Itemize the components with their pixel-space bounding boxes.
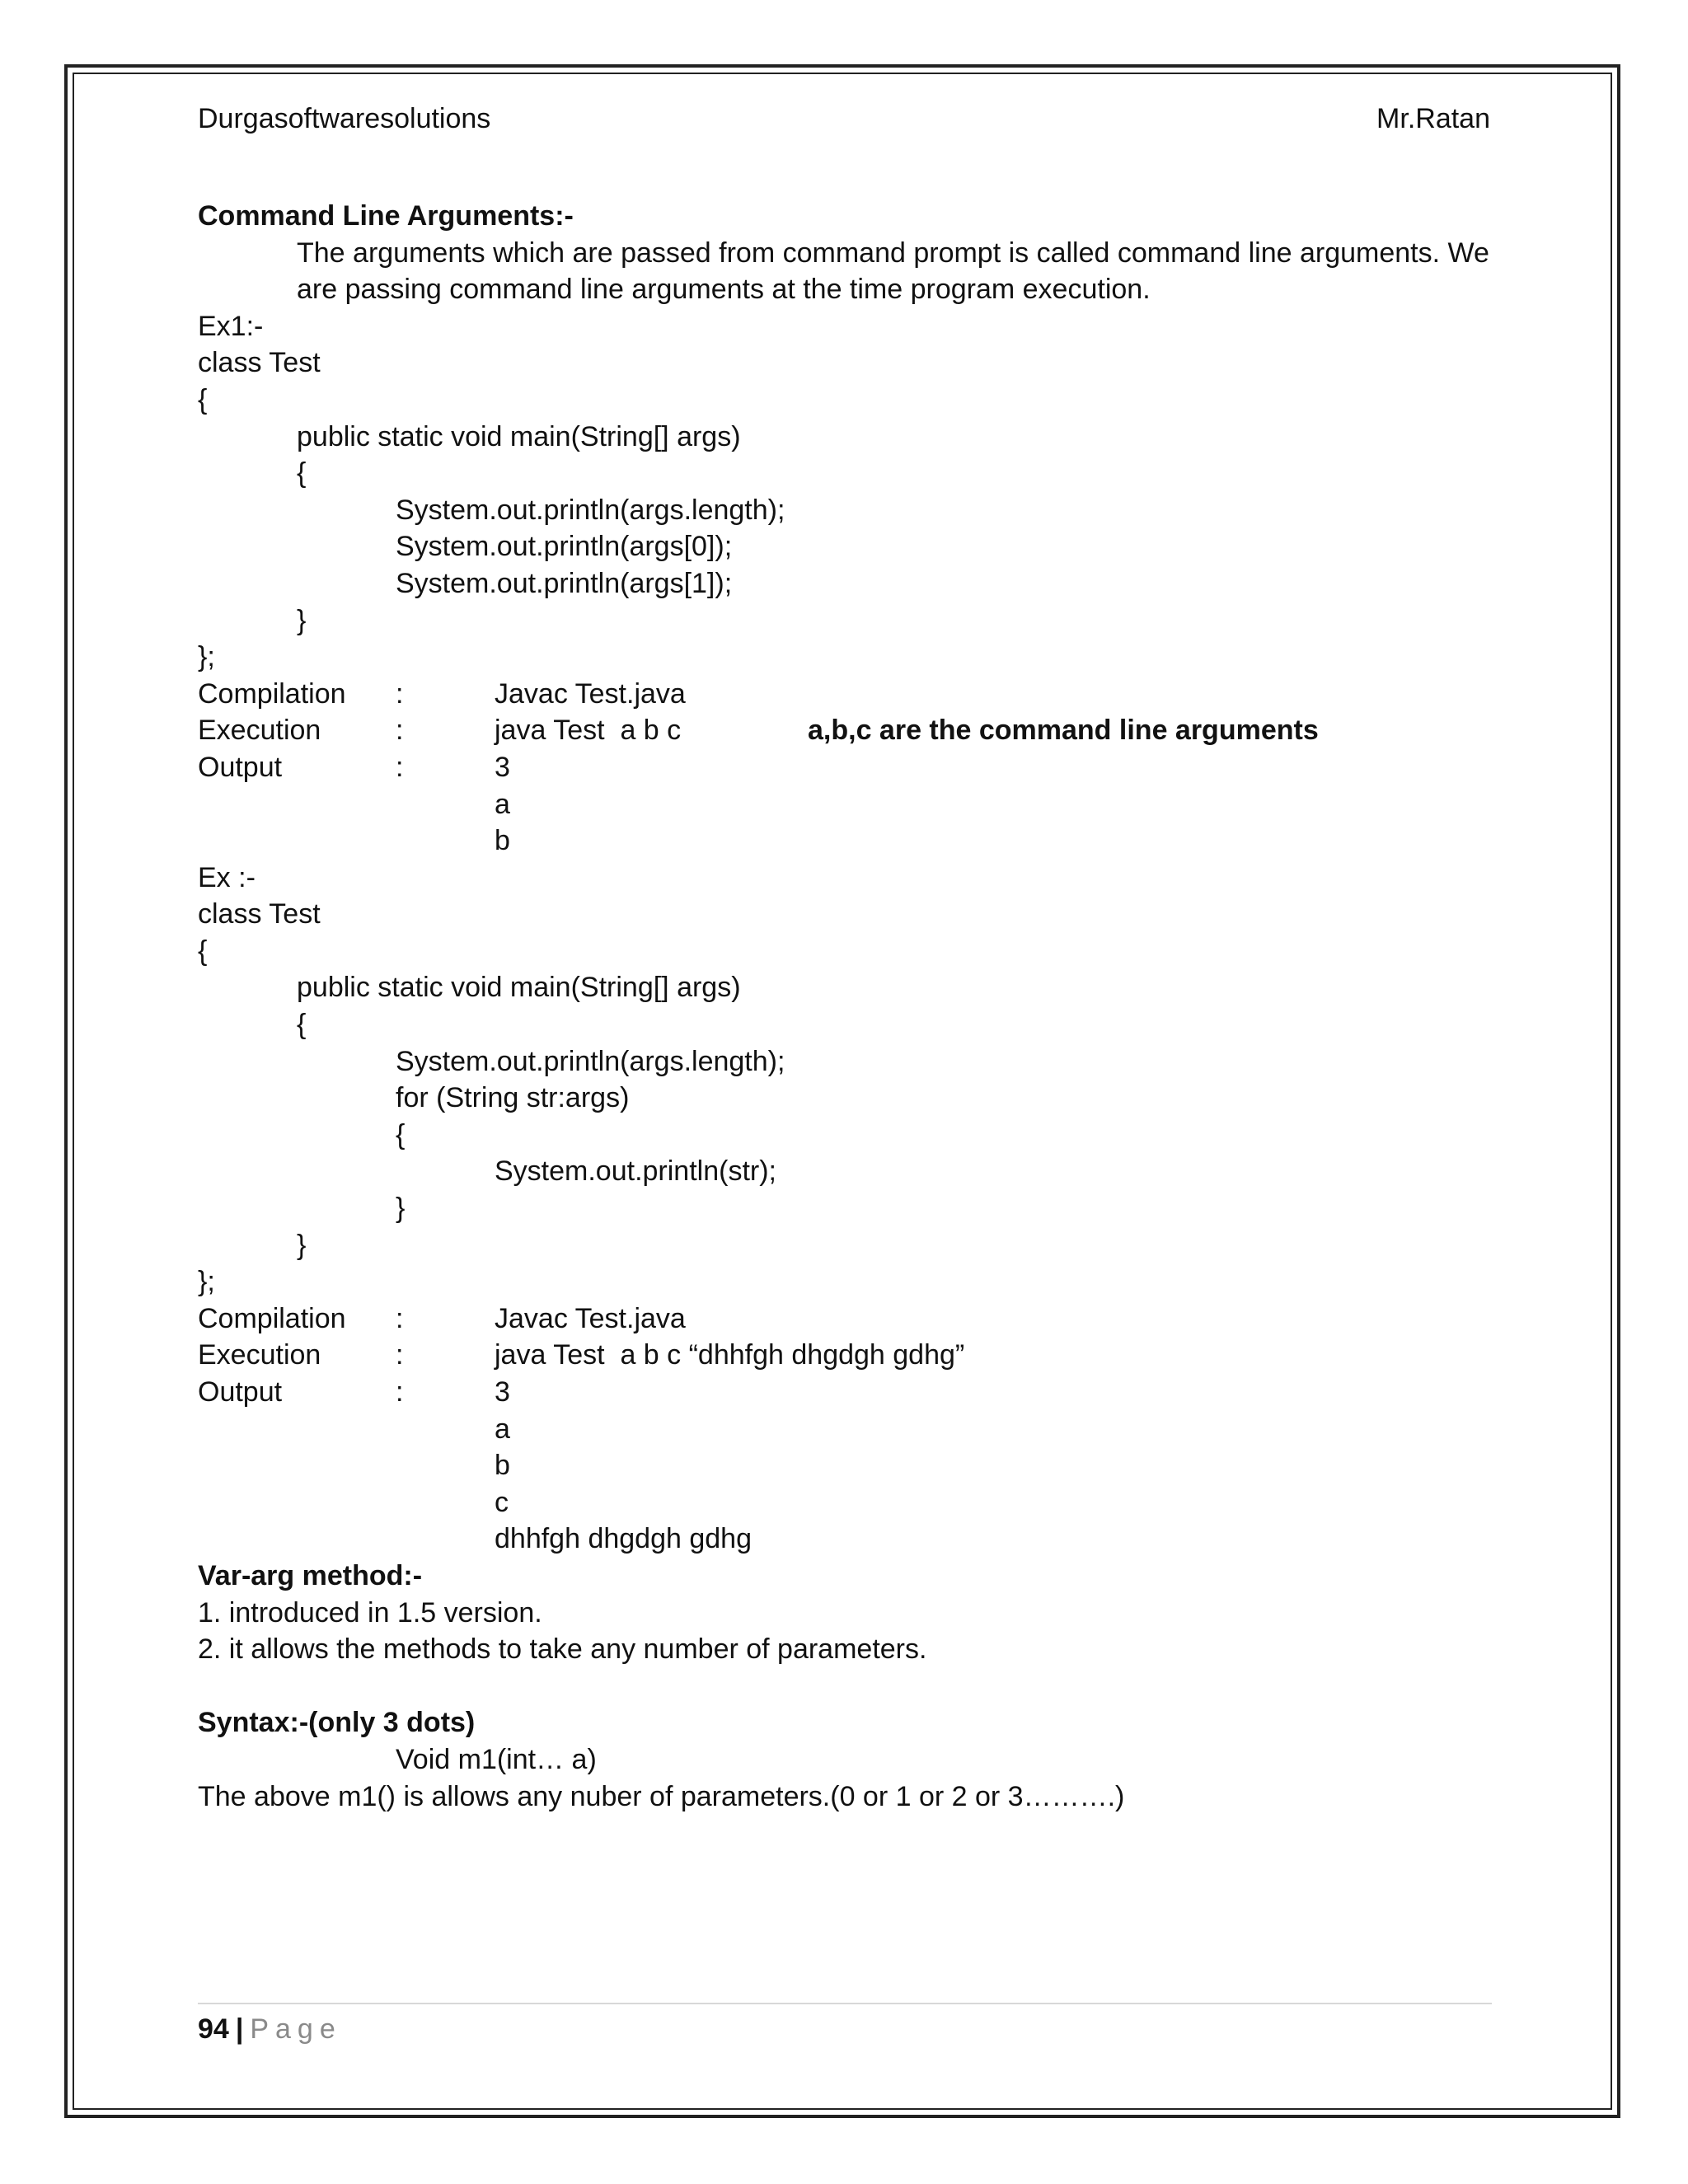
footer-divider bbox=[198, 2003, 1492, 2004]
output-line: a bbox=[495, 788, 510, 820]
execution-label: Execution bbox=[198, 1339, 321, 1371]
syntax-code: Void m1(int… a) bbox=[396, 1743, 597, 1775]
code-line: System.out.println(args[1]); bbox=[396, 567, 733, 599]
code-line: { bbox=[297, 457, 307, 490]
code-line: { bbox=[198, 383, 208, 415]
colon: : bbox=[396, 751, 404, 783]
code-line: System.out.println(args.length); bbox=[396, 494, 785, 526]
header-right: Mr.Ratan bbox=[1376, 103, 1490, 134]
execution-label: Execution bbox=[198, 715, 321, 747]
page-label: Page bbox=[250, 2013, 342, 2045]
code-line: for (String str:args) bbox=[396, 1082, 630, 1114]
output-line: b bbox=[495, 1450, 510, 1482]
document-body bbox=[198, 198, 1500, 1815]
compilation-label: Compilation bbox=[198, 677, 346, 710]
spacer bbox=[198, 1668, 1500, 1705]
code-line: System.out.println(args[0]); bbox=[396, 531, 733, 563]
page-footer bbox=[198, 2011, 342, 2047]
code-line: public static void main(String[] args) bbox=[297, 420, 741, 452]
output-line: c bbox=[495, 1486, 509, 1518]
colon: : bbox=[396, 1339, 404, 1371]
execution-command: java Test a b c bbox=[495, 715, 682, 747]
footer-separator: | bbox=[235, 2013, 244, 2045]
syntax-title: Syntax:-(only 3 dots) bbox=[198, 1707, 476, 1739]
code-line: { bbox=[297, 1009, 307, 1041]
output-label: Output bbox=[198, 1376, 283, 1408]
code-line: }; bbox=[198, 641, 215, 673]
example1-label: Ex1:- bbox=[198, 310, 264, 342]
execution-command: java Test a b c “dhhfgh dhgdgh gdhg” bbox=[495, 1339, 965, 1371]
example2-output-row bbox=[198, 1374, 1500, 1411]
code-line: System.out.println(args.length); bbox=[396, 1045, 785, 1077]
example1-execution-row bbox=[198, 712, 1500, 749]
example1-output-row bbox=[198, 749, 1500, 786]
section-title-command-line: Command Line Arguments:- bbox=[198, 200, 574, 232]
output-label: Output bbox=[198, 751, 283, 783]
output-line: a bbox=[495, 1413, 510, 1445]
list-item: 2. it allows the methods to take any number of parameters. bbox=[198, 1633, 927, 1666]
output-line: dhhfgh dhgdgh gdhg bbox=[495, 1523, 752, 1555]
compilation-command: Javac Test.java bbox=[495, 677, 686, 710]
code-line: } bbox=[297, 1229, 307, 1261]
example1-compilation-row bbox=[198, 676, 1500, 713]
code-line: class Test bbox=[198, 347, 321, 379]
colon: : bbox=[396, 677, 404, 710]
page-number: 94 bbox=[198, 2013, 229, 2045]
colon: : bbox=[396, 1302, 404, 1334]
code-line: }; bbox=[198, 1266, 215, 1298]
output-line: 3 bbox=[495, 751, 510, 783]
output-line: b bbox=[495, 825, 510, 857]
example2-label: Ex :- bbox=[198, 861, 256, 893]
code-line: { bbox=[396, 1118, 406, 1151]
output-line: 3 bbox=[495, 1376, 510, 1408]
section-title-var-arg: Var-arg method:- bbox=[198, 1559, 423, 1591]
example2-execution-row bbox=[198, 1337, 1500, 1374]
section-intro-paragraph: The arguments which are passed from command prompt is called command line arguments. We are passing command line arguments at the time program execution. bbox=[297, 237, 1489, 306]
colon: : bbox=[396, 1376, 404, 1408]
code-line: public static void main(String[] args) bbox=[297, 972, 741, 1004]
example2-compilation-row bbox=[198, 1301, 1500, 1338]
syntax-note: The above m1() is allows any nuber of parameters.(0 or 1 or 2 or 3……….) bbox=[198, 1780, 1125, 1812]
list-item: 1. introduced in 1.5 version. bbox=[198, 1596, 542, 1629]
code-line: } bbox=[297, 604, 307, 636]
code-line: { bbox=[198, 935, 208, 967]
compilation-command: Javac Test.java bbox=[495, 1302, 686, 1334]
code-line: System.out.println(str); bbox=[495, 1155, 776, 1188]
header-left: Durgasoftwaresolutions bbox=[198, 103, 491, 134]
colon: : bbox=[396, 715, 404, 747]
code-line: class Test bbox=[198, 898, 321, 930]
compilation-label: Compilation bbox=[198, 1302, 346, 1334]
execution-note: a,b,c are the command line arguments bbox=[808, 715, 1319, 747]
code-line: } bbox=[396, 1193, 406, 1225]
